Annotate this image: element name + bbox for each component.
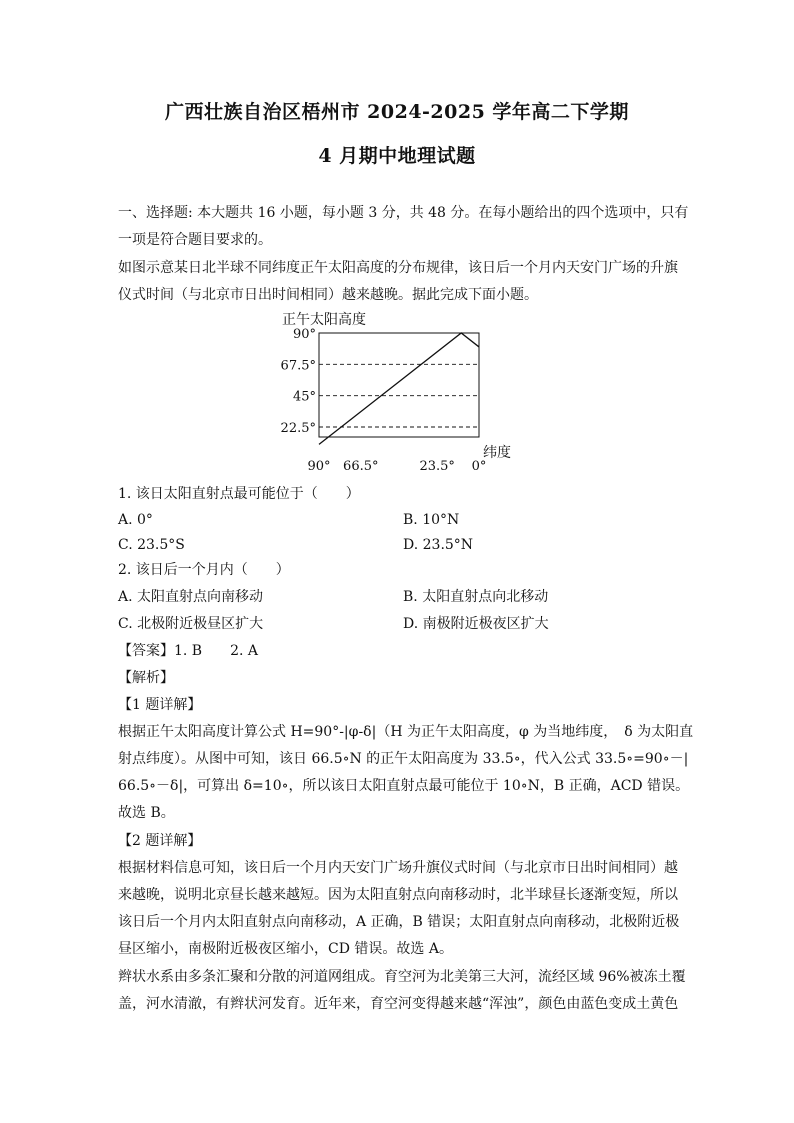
y-tick-label: 90° xyxy=(292,327,316,342)
x-tick-label: 66.5° xyxy=(343,459,379,474)
x-tick-label: 23.5° xyxy=(419,459,455,474)
q2-stem: 2. 该日后一个月内（ ） xyxy=(118,562,290,578)
x-tick-label: 90° xyxy=(307,459,331,474)
detail1-line: 故选 B。 xyxy=(118,805,175,821)
series-line xyxy=(319,333,479,444)
chart-frame xyxy=(319,333,479,437)
detail1-line: 射点纬度）。从图中可知，该日 66.5∘N 的正午太阳高度为 33.5∘，代入公式 33.5∘=90∘－| xyxy=(118,751,689,767)
q1-option-d[interactable]: D. 23.5°N xyxy=(403,537,474,553)
detail1-line: 根据正午太阳高度计算公式 H=90°-|φ-δ|（H 为正午太阳高度，φ 为当地纬度， δ 为太阳直 xyxy=(118,724,694,740)
next-passage-line: 辫状水系由多条汇聚和分散的河道网组成。育空河为北美第三大河，流经区域 96%被冻土覆 xyxy=(118,969,686,985)
intro-line: 一、选择题: 本大题共 16 小题，每小题 3 分，共 48 分。在每小题给出的四个选项中，只有 xyxy=(118,205,689,221)
q2-option-d[interactable]: D. 南极附近极夜区扩大 xyxy=(403,616,549,632)
analysis-heading: 【解析】 xyxy=(118,670,174,686)
page-title-line2: 4 月期中地理试题 xyxy=(318,145,476,167)
q2-option-c[interactable]: C. 北极附近极昼区扩大 xyxy=(118,616,264,632)
q2-option-a[interactable]: A. 太阳直射点向南移动 xyxy=(118,589,264,605)
intro-line: 仪式时间（与北京市日出时间相同）越来越晚。据此完成下面小题。 xyxy=(118,287,538,303)
intro-line: 一项是符合题目要求的。 xyxy=(118,232,272,248)
y-tick-label: 22.5° xyxy=(280,421,316,436)
x-tick-label: 0° xyxy=(471,459,487,474)
detail2-line: 根据材料信息可知，该日后一个月内天安门广场升旗仪式时间（与北京市日出时间相同）越 xyxy=(118,860,678,876)
answer-line: 【答案】1. B 2. A xyxy=(118,643,259,659)
detail2-line: 该日后一个月内太阳直射点向南移动，A 正确，B 错误；太阳直射点向南移动，北极附近极 xyxy=(118,914,680,930)
q1-option-b[interactable]: B. 10°N xyxy=(403,512,460,528)
q2-option-b[interactable]: B. 太阳直射点向北移动 xyxy=(403,589,549,605)
chart-xlabel: 纬度 xyxy=(483,445,511,461)
detail1-line: 66.5∘－δ|，可算出 δ=10∘，所以该日太阳直射点最可能位于 10∘N，B 正确，ACD 错误。 xyxy=(118,778,690,794)
intro-line: 如图示意某日北半球不同纬度正午太阳高度的分布规律，该日后一个月内天安门广场的升旗 xyxy=(118,260,678,276)
q1-option-a[interactable]: A. 0° xyxy=(118,512,153,528)
chart-ylabel: 正午太阳高度 xyxy=(282,312,366,328)
detail2-line: 来越晚，说明北京昼长越来越短。因为太阳直射点向南移动时，北半球昼长逐渐变短，所以 xyxy=(118,887,678,903)
y-tick-label: 67.5° xyxy=(280,358,316,374)
detail2-heading: 【2 题详解】 xyxy=(118,833,202,849)
detail1-heading: 【1 题详解】 xyxy=(118,697,202,713)
detail2-line: 昼区缩小，南极附近极夜区缩小，CD 错误。故选 A。 xyxy=(118,941,453,957)
next-passage-line: 盖，河水清澈，有辫状河发育。近年来，育空河变得越来越“浑浊”，颜色由蓝色变成土黄色 xyxy=(118,996,679,1012)
q1-stem: 1. 该日太阳直射点最可能位于（ ） xyxy=(118,486,360,502)
q1-option-c[interactable]: C. 23.5°S xyxy=(118,537,185,553)
y-tick-label: 45° xyxy=(292,389,316,405)
page-title-line1: 广西壮族自治区梧州市 2024-2025 学年高二下学期 xyxy=(165,101,629,123)
